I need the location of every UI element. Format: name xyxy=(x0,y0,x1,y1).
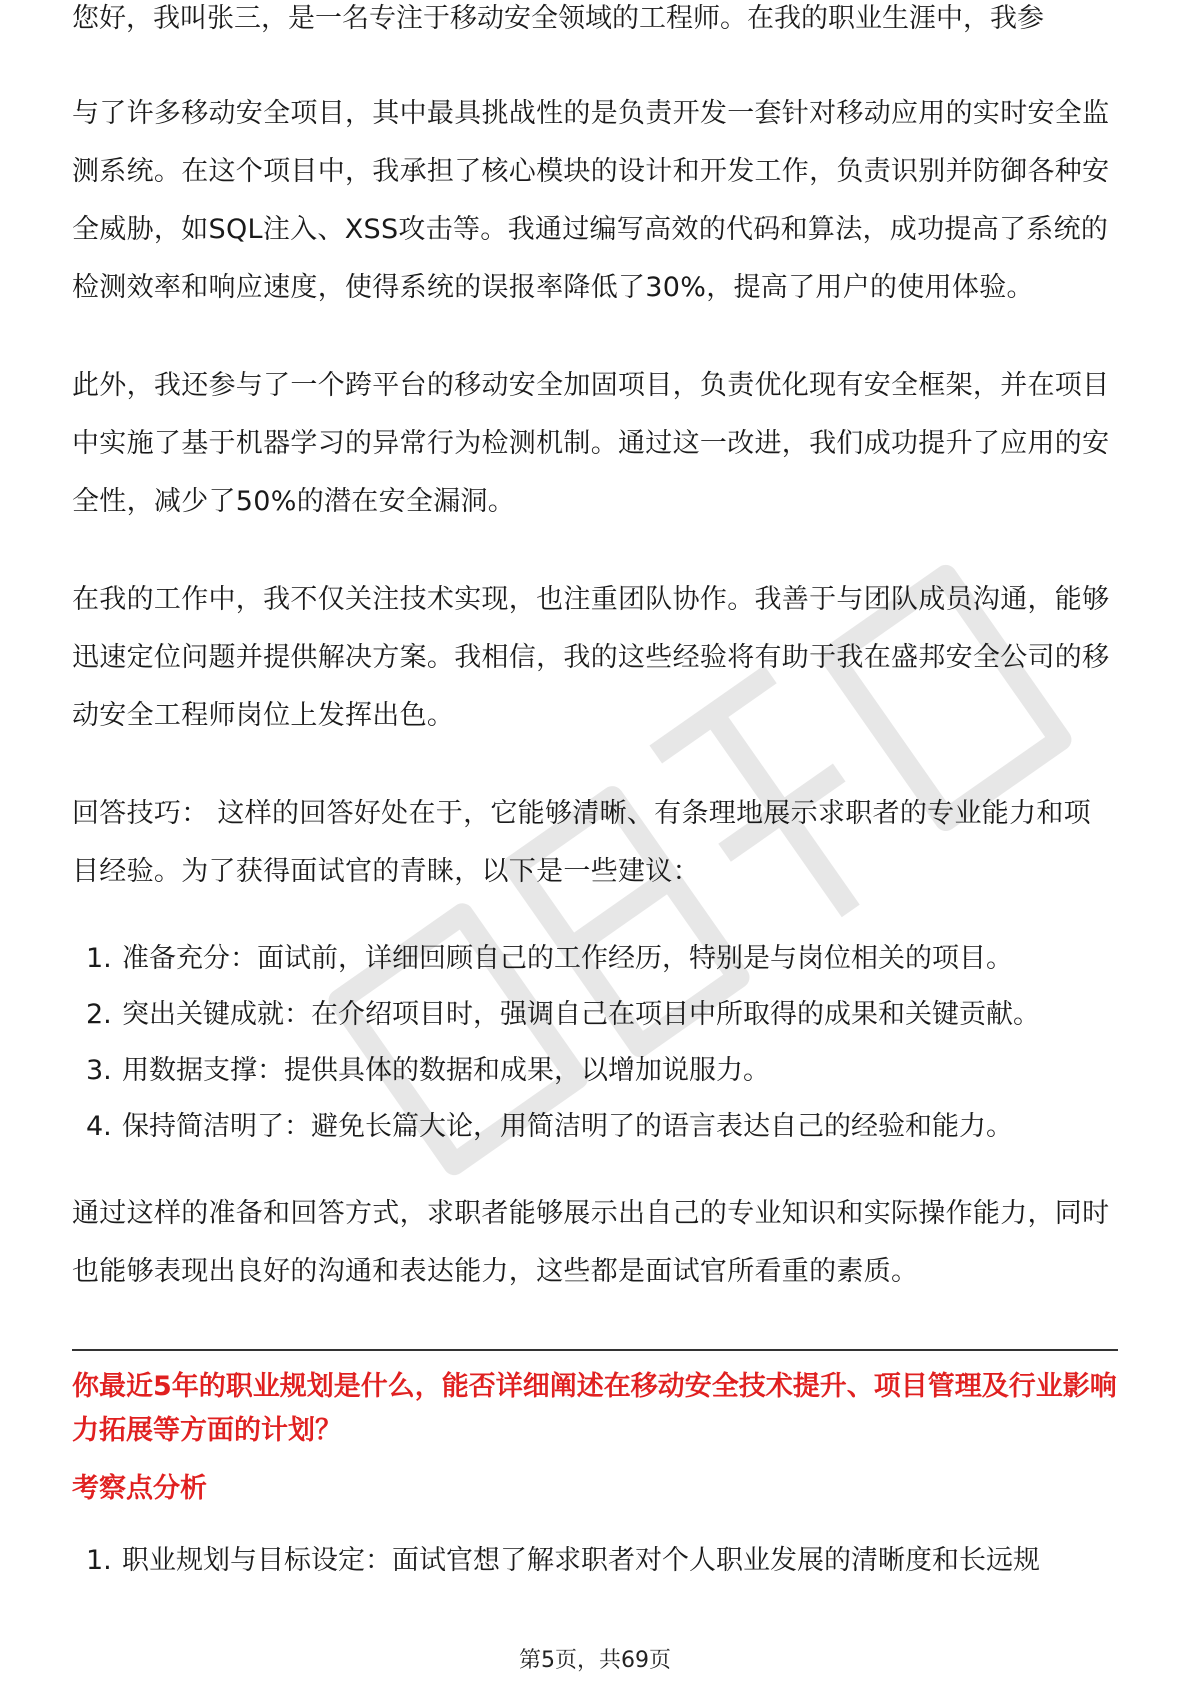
list-number: 2. xyxy=(86,999,112,1030)
list-number: 4. xyxy=(86,1111,112,1142)
cropped-top-line xyxy=(72,3,1118,68)
list-item xyxy=(72,987,1118,1043)
list-text: 突出关键成就：在介绍项目时，强调自己在项目中所取得的成果和关键贡献。 xyxy=(122,999,1040,1030)
list-number: 1. xyxy=(86,1545,112,1576)
analysis-heading: 考察点分析 xyxy=(72,1473,207,1504)
paragraph-answer-tips: 回答技巧： 这样的回答好处在于，它能够清晰、有条理地展示求职者的专业能力和项目经验。为了获得面试官的青睐，以下是一些建议： xyxy=(72,798,1091,887)
paragraph-summary: 通过这样的准备和回答方式，求职者能够展示出自己的专业知识和实际操作能力，同时也能够表现出良好的沟通和表达能力，这些都是面试官所看重的素质。 xyxy=(72,1198,1110,1287)
paragraph-project-experience: 与了许多移动安全项目，其中最具挑战性的是负责开发一套针对移动应用的实时安全监测系统。在这个项目中，我承担了核心模块的设计和开发工作，负责识别并防御各种安全威胁，如SQL注入、XSS攻击等。我通过编写高效的代码和算法，成功提高了系统的检测效率和响应速度，使得系统的误报率降低了30%，提高了用户的使用体验。 xyxy=(72,98,1110,303)
list-text: 准备充分：面试前，详细回顾自己的工作经历，特别是与岗位相关的项目。 xyxy=(122,943,1013,974)
paragraph-cross-platform: 此外，我还参与了一个跨平台的移动安全加固项目，负责优化现有安全框架，并在项目中实施了基于机器学习的异常行为检测机制。通过这一改进，我们成功提升了应用的安全性，减少了50%的潜在安全漏洞。 xyxy=(72,370,1110,517)
list-text: 保持简洁明了：避免长篇大论，用简洁明了的语言表达自己的经验和能力。 xyxy=(122,1111,1013,1142)
list-text: 用数据支撑：提供具体的数据和成果，以增加说服力。 xyxy=(122,1055,770,1086)
analysis-list xyxy=(72,1533,1118,1589)
paragraph-teamwork: 在我的工作中，我不仅关注技术实现，也注重团队协作。我善于与团队成员沟通，能够迅速定位问题并提供解决方案。我相信，我的这些经验将有助于我在盛邦安全公司的移动安全工程师岗位上发挥出色。 xyxy=(72,584,1110,731)
list-text: 职业规划与目标设定：面试官想了解求职者对个人职业发展的清晰度和长远规 xyxy=(122,1545,1040,1576)
list-item xyxy=(72,1043,1118,1099)
list-item xyxy=(72,1099,1118,1155)
list-number: 3. xyxy=(86,1055,112,1086)
tips-list xyxy=(72,931,1118,1155)
interview-question: 你最近5年的职业规划是什么，能否详细阐述在移动安全技术提升、项目管理及行业影响力拓展等方面的计划？ xyxy=(72,1371,1117,1446)
list-item xyxy=(72,1533,1118,1589)
top-partial-text: 您好，我叫张三，是一名专注于移动安全领域的工程师。在我的职业生涯中，我参 xyxy=(72,3,1044,34)
list-number: 1. xyxy=(86,943,112,974)
list-item xyxy=(72,931,1118,987)
page-footer: 第5页，共69页 xyxy=(519,1648,671,1673)
page-content xyxy=(72,85,1118,1589)
